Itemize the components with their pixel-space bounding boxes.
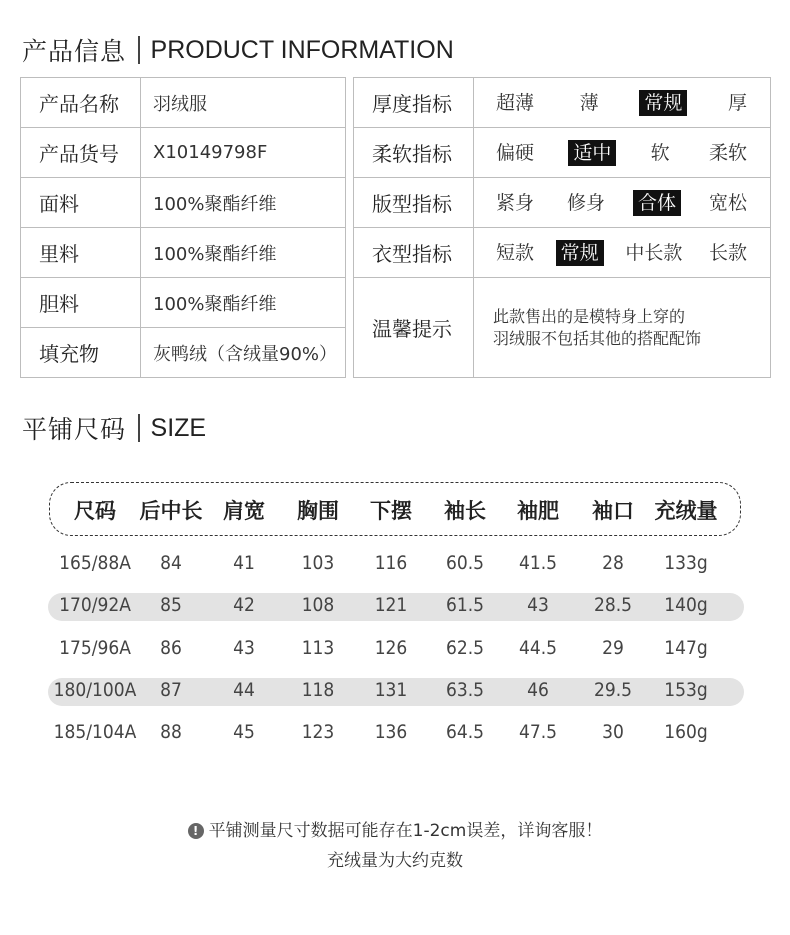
info-label: 面料 <box>21 178 141 228</box>
indicator-option: 长款 <box>708 241 747 264</box>
indicator-option: 厚 <box>727 91 747 114</box>
indicator-option: 偏硬 <box>496 141 535 164</box>
info-label: 里料 <box>21 228 141 278</box>
size-title <box>22 410 206 446</box>
exclamation-icon: ! <box>188 823 204 839</box>
title-divider <box>138 36 140 64</box>
size-header-cell: 袖长 <box>444 499 486 523</box>
size-cell: 42 <box>233 594 255 616</box>
info-row <box>21 128 346 178</box>
product-info-title <box>22 32 454 68</box>
size-cell: 46 <box>527 679 549 701</box>
size-cell: 41.5 <box>518 552 558 574</box>
size-cell: 28 <box>602 552 624 574</box>
note-text-1: 平铺测量尺寸数据可能存在1-2cm误差，详询客服！ <box>208 821 603 841</box>
size-cell: 60.5 <box>445 552 485 574</box>
size-cell: 133g <box>664 552 708 574</box>
indicator-option-selected: 常规 <box>556 240 604 266</box>
size-cell: 126 <box>374 637 408 659</box>
indicator-option-list <box>474 240 770 266</box>
info-label: 填充物 <box>21 328 141 378</box>
size-cell: 160g <box>664 721 708 743</box>
tip-text <box>474 278 771 378</box>
size-cell: 61.5 <box>445 594 485 616</box>
size-cell: 43 <box>233 637 255 659</box>
indicator-option-selected: 常规 <box>639 90 687 116</box>
size-cell: 44.5 <box>518 637 558 659</box>
size-row-label: 175/96A <box>59 637 131 659</box>
size-cell: 28.5 <box>593 594 633 616</box>
indicator-option: 柔软 <box>708 141 747 164</box>
indicator-row <box>354 178 771 228</box>
tip-label: 温馨提示 <box>354 278 474 378</box>
size-title-cn: 平铺尺码 <box>22 415 127 444</box>
indicator-option-selected: 合体 <box>633 190 681 216</box>
size-cell: 62.5 <box>445 637 485 659</box>
indicator-option: 短款 <box>496 241 535 264</box>
info-row <box>21 328 346 378</box>
info-value: 100%聚酯纤维 <box>141 178 346 228</box>
product-info-table <box>20 77 346 378</box>
indicator-label: 厚度指标 <box>354 78 474 128</box>
size-cell: 47.5 <box>518 721 558 743</box>
size-row-label: 180/100A <box>53 679 137 701</box>
info-row <box>21 278 346 328</box>
size-cell: 140g <box>664 594 708 616</box>
size-cell: 87 <box>160 679 182 701</box>
size-cell: 113 <box>301 637 335 659</box>
size-cell: 84 <box>160 552 182 574</box>
size-cell: 153g <box>664 679 708 701</box>
indicator-options <box>474 128 771 178</box>
size-cell: 44 <box>233 679 255 701</box>
note-line-1 <box>0 816 790 841</box>
size-row-label: 185/104A <box>53 721 137 743</box>
tip-line-1: 此款售出的是模特身上穿的 <box>493 306 686 326</box>
info-value: 100%聚酯纤维 <box>141 228 346 278</box>
size-cell: 64.5 <box>445 721 485 743</box>
size-cell: 118 <box>301 679 335 701</box>
size-cell: 30 <box>602 721 624 743</box>
indicator-option-list <box>474 190 770 216</box>
tip-line-2: 羽绒服不包括其他的搭配配饰 <box>493 328 702 348</box>
size-cell: 147g <box>664 637 708 659</box>
indicator-label: 衣型指标 <box>354 228 474 278</box>
indicator-label: 柔软指标 <box>354 128 474 178</box>
size-header-cell: 充绒量 <box>654 499 718 523</box>
indicator-option: 修身 <box>566 191 605 214</box>
size-cell: 43 <box>527 594 549 616</box>
size-cell: 86 <box>160 637 182 659</box>
size-cell: 108 <box>301 594 335 616</box>
indicator-options <box>474 78 771 128</box>
info-value: 灰鸭绒（含绒量90%） <box>141 328 346 378</box>
size-cell: 63.5 <box>445 679 485 701</box>
indicator-row <box>354 128 771 178</box>
size-cell: 88 <box>160 721 182 743</box>
size-header-cell: 后中长 <box>139 499 203 523</box>
indicator-option: 紧身 <box>496 191 535 214</box>
size-header-cell: 胸围 <box>297 499 339 523</box>
size-cell: 116 <box>374 552 408 574</box>
indicator-options <box>474 228 771 278</box>
indicator-option-list <box>474 90 770 116</box>
size-cell: 131 <box>374 679 408 701</box>
product-info-title-en: PRODUCT INFORMATION <box>150 35 454 64</box>
size-cell: 85 <box>160 594 182 616</box>
note-line-2: 充绒量为大约克数 <box>327 851 463 871</box>
size-title-en: SIZE <box>150 413 207 442</box>
info-row <box>21 228 346 278</box>
size-cell: 103 <box>301 552 335 574</box>
indicator-option: 薄 <box>579 91 599 114</box>
title-divider <box>138 414 140 442</box>
size-header-cell: 袖口 <box>592 499 634 523</box>
size-cell: 29 <box>602 637 624 659</box>
indicator-options <box>474 178 771 228</box>
info-value: 100%聚酯纤维 <box>141 278 346 328</box>
info-row <box>21 78 346 128</box>
size-header-cell: 肩宽 <box>223 499 265 523</box>
info-label: 产品名称 <box>21 78 141 128</box>
indicator-option-list <box>474 140 770 166</box>
info-value: X10149798F <box>141 128 346 178</box>
indicator-row <box>354 78 771 128</box>
tip-row <box>354 278 771 378</box>
indicator-table <box>353 77 771 378</box>
size-cell: 123 <box>301 721 335 743</box>
size-cell: 41 <box>233 552 255 574</box>
size-header-cell: 尺码 <box>74 499 116 523</box>
info-value: 羽绒服 <box>141 78 346 128</box>
size-cell: 45 <box>233 721 255 743</box>
size-row-label: 170/92A <box>59 594 131 616</box>
indicator-option-selected: 适中 <box>568 140 616 166</box>
indicator-option: 超薄 <box>496 91 535 114</box>
info-label: 产品货号 <box>21 128 141 178</box>
size-cell: 29.5 <box>593 679 633 701</box>
size-row-label: 165/88A <box>59 552 131 574</box>
size-cell: 136 <box>374 721 408 743</box>
product-info-title-cn: 产品信息 <box>22 37 127 66</box>
info-row <box>21 178 346 228</box>
indicator-option: 软 <box>650 141 670 164</box>
indicator-option: 中长款 <box>625 241 683 264</box>
indicator-option: 宽松 <box>708 191 747 214</box>
size-cell: 121 <box>374 594 408 616</box>
indicator-row <box>354 228 771 278</box>
indicator-label: 版型指标 <box>354 178 474 228</box>
info-label: 胆料 <box>21 278 141 328</box>
size-header-cell: 下摆 <box>370 499 412 523</box>
size-header-cell: 袖肥 <box>517 499 559 523</box>
